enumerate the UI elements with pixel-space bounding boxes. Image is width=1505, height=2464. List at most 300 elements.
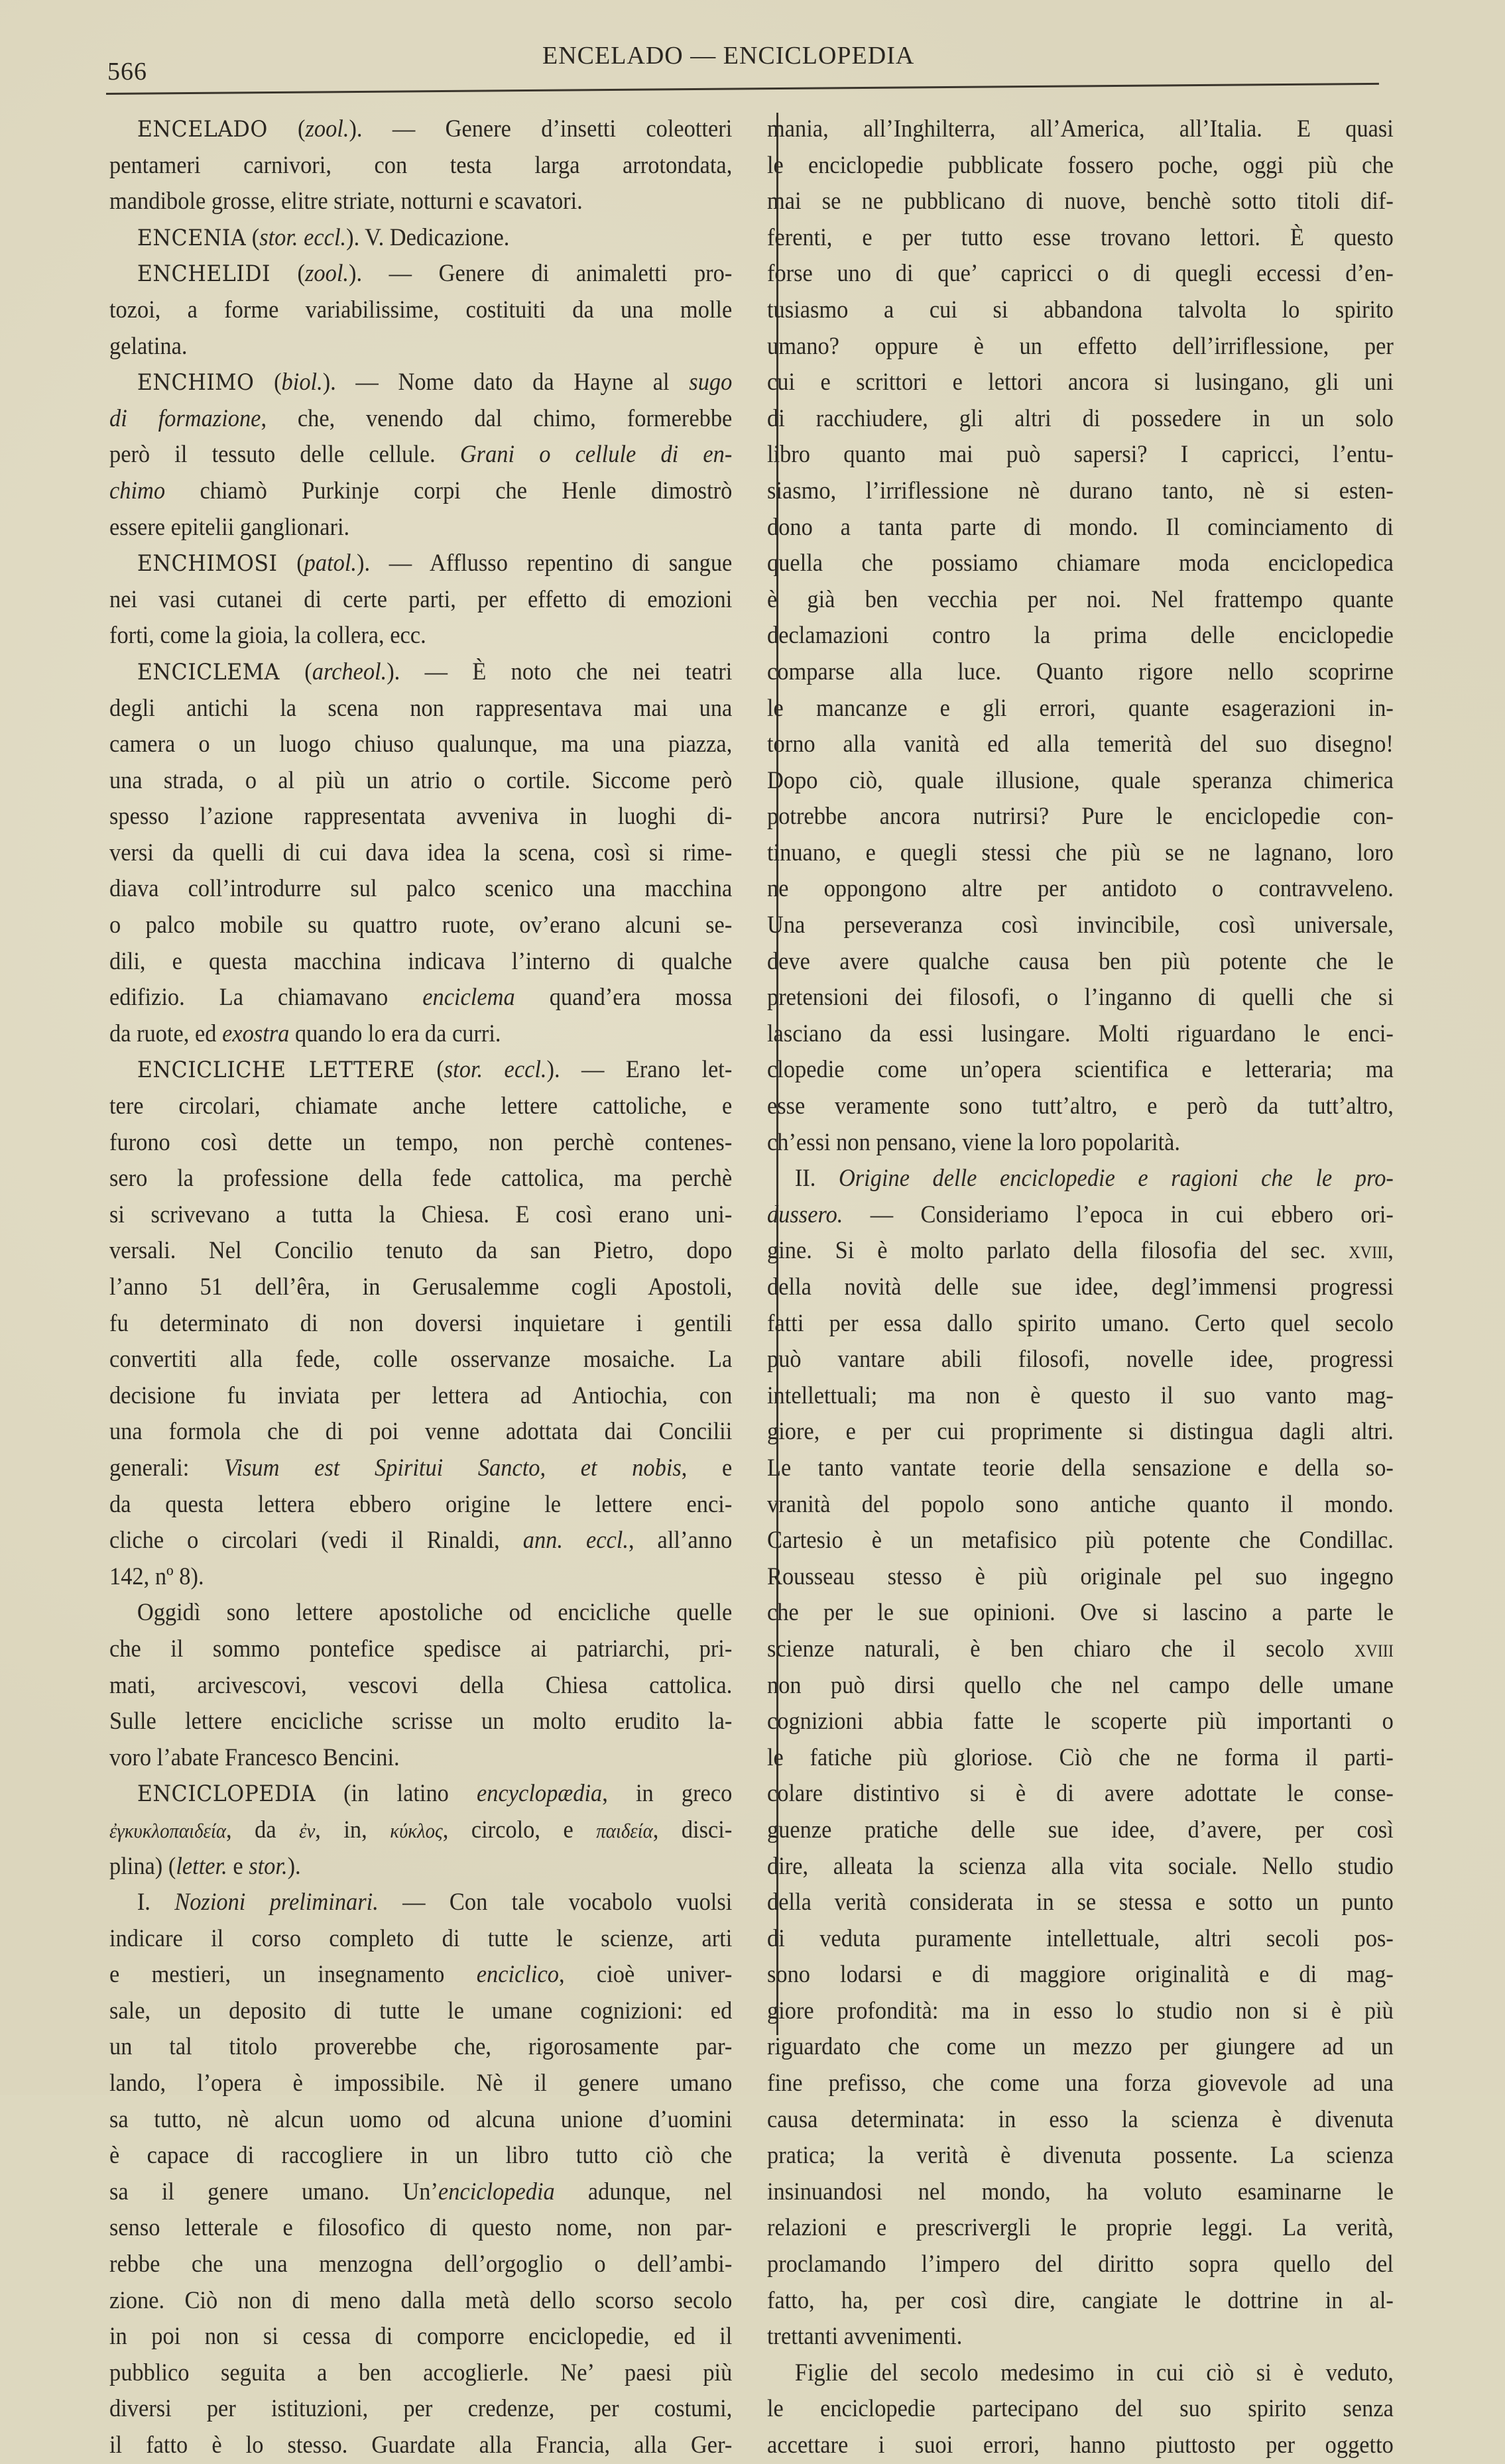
text-segment: quand’era mossa xyxy=(514,984,733,1012)
text-segment: (in latino xyxy=(316,1780,477,1808)
text-line xyxy=(767,1523,1394,1559)
text-segment: relazioni e prescrivergli le proprie leggi. La verità, xyxy=(767,2214,1394,2242)
text-line xyxy=(767,908,1394,944)
text-line xyxy=(109,2283,732,2319)
text-line xyxy=(109,763,732,799)
text-line xyxy=(767,727,1394,763)
text-segment: dili, e questa macchina indicava l’interno di qualche xyxy=(109,947,733,975)
entry-headword: ENCELADO xyxy=(137,116,268,143)
text-segment: ferenti, e per tutto esse trovano lettori. È questo xyxy=(767,223,1394,251)
text-segment: xviii xyxy=(1354,1635,1394,1663)
text-segment: non può dirsi quello che nel campo delle umane xyxy=(767,1671,1394,1699)
text-segment: è già ben vecchia per noi. Nel frattempo quante xyxy=(767,585,1394,613)
text-segment: , xyxy=(1388,1237,1394,1265)
text-segment: chiamò Purkinje corpi che Henle dimostrò xyxy=(165,477,733,504)
text-line xyxy=(767,1342,1394,1378)
text-segment: umano? oppure è un effetto dell’irriflessione, per xyxy=(767,332,1394,360)
text-segment: fatti per essa dallo spirito umano. Certo quel secolo xyxy=(767,1309,1394,1337)
text-segment: I. xyxy=(137,1889,175,1916)
text-segment: ( xyxy=(270,260,306,288)
text-line xyxy=(767,1306,1394,1342)
text-line xyxy=(767,2391,1394,2428)
italic-text: stor. xyxy=(249,1852,288,1880)
text-line xyxy=(109,1849,732,1885)
text-segment: ( xyxy=(246,223,260,251)
greek-text: κύκλος xyxy=(390,1818,443,1842)
text-segment: l’anno 51 dell’êra, in Gerusalemme cogli Apostoli, xyxy=(109,1273,733,1301)
text-segment: adunque, nel xyxy=(554,2178,733,2205)
text-line xyxy=(767,1052,1394,1088)
text-segment: pubblico seguita a ben accoglierle. Ne’ paesi più xyxy=(109,2359,733,2386)
text-line xyxy=(767,473,1394,510)
text-line xyxy=(109,1414,732,1450)
text-line xyxy=(109,1342,732,1378)
italic-text: enciclico xyxy=(476,1961,559,1989)
text-line xyxy=(109,2355,732,2392)
text-line xyxy=(109,2138,732,2174)
text-segment: gelatina. xyxy=(109,332,188,360)
text-line xyxy=(767,111,1394,148)
text-line xyxy=(109,618,732,654)
text-line xyxy=(109,871,732,908)
text-segment: pratica; la verità è divenuta possente. La scienza xyxy=(767,2142,1394,2170)
entry-headword: ENCENIA xyxy=(137,224,247,251)
text-segment: una formola che di poi venne adottata dai Concilii xyxy=(109,1418,733,1446)
text-line xyxy=(767,582,1394,618)
text-segment: il fatto è lo stesso. Guardate alla Francia, alla Ger- xyxy=(109,2432,733,2459)
text-line xyxy=(767,2066,1394,2102)
text-segment: potrebbe ancora nutrirsi? Pure le enciclopedie con- xyxy=(767,803,1394,831)
text-segment: Una perseveranza così invincibile, così universale, xyxy=(767,911,1394,939)
text-line xyxy=(767,1595,1394,1631)
text-line xyxy=(109,691,732,727)
text-line xyxy=(767,654,1394,691)
text-line xyxy=(109,1523,732,1559)
text-segment: scienze naturali, è ben chiaro che il secolo xyxy=(767,1635,1354,1663)
text-line xyxy=(767,1269,1394,1306)
text-line xyxy=(109,1088,732,1125)
text-segment: di veduta puramente intellettuale, altri secoli pos- xyxy=(767,1924,1394,1952)
text-segment: deve avere qualche causa ben più potente che le xyxy=(767,947,1394,975)
text-line xyxy=(767,2283,1394,2319)
text-line xyxy=(109,2428,732,2464)
text-segment: tere circolari, chiamate anche lettere cattoliche, e xyxy=(109,1092,733,1120)
text-segment: ( xyxy=(277,550,304,577)
text-segment: , in, xyxy=(315,1816,391,1844)
text-line xyxy=(767,401,1394,438)
text-segment: edifizio. La chiamavano xyxy=(109,984,423,1012)
text-segment: ( xyxy=(414,1056,444,1084)
text-segment: causa determinata: in esso la scienza è divenuta xyxy=(767,2105,1394,2133)
italic-text: letter. xyxy=(176,1852,227,1880)
text-segment: trettanti avvenimenti. xyxy=(767,2323,963,2351)
text-segment: ). — Afflusso repentino di sangue xyxy=(357,550,733,577)
text-line xyxy=(109,1885,732,1921)
text-segment: da questa lettera ebbero origine le lettere enci- xyxy=(109,1490,733,1518)
text-segment: fine prefisso, che come una forza giovevole ad una xyxy=(767,2070,1394,2097)
text-segment: versi da quelli di cui dava idea la scena, così si rime- xyxy=(109,839,733,866)
text-segment: della novità delle sue idee, degl’immensi progressi xyxy=(767,1273,1394,1301)
text-segment: Cartesio è un metafisico più potente che Condillac. xyxy=(767,1527,1394,1555)
text-line xyxy=(109,1668,732,1704)
text-segment: ( xyxy=(267,115,306,143)
text-segment: di racchiudere, gli altri di possedere in un solo xyxy=(767,404,1394,432)
text-line xyxy=(767,2210,1394,2247)
text-segment: Sulle lettere encicliche scrisse un molto erudito la- xyxy=(109,1708,733,1735)
text-segment: siasmo, l’irriflessione nè durano tanto, nè si esten- xyxy=(767,477,1394,504)
text-segment: pentameri carnivori, con testa larga arrotondata, xyxy=(109,151,733,179)
text-segment: accettare i suoi errori, hanno piuttosto per oggetto xyxy=(767,2432,1394,2459)
text-line xyxy=(767,1487,1394,1523)
text-segment: della verità considerata in se stessa e sotto un punto xyxy=(767,1889,1394,1916)
text-segment: le enciclopedie partecipano del suo spirito senza xyxy=(767,2395,1394,2423)
italic-text: enciclema xyxy=(422,984,515,1012)
text-line xyxy=(109,148,732,184)
text-line xyxy=(767,1812,1394,1849)
text-segment: colare distintivo si è di avere adottate le conse- xyxy=(767,1780,1394,1808)
text-line xyxy=(109,2102,732,2139)
text-line xyxy=(109,1487,732,1523)
text-line xyxy=(109,1233,732,1269)
text-line xyxy=(767,1088,1394,1125)
text-line xyxy=(109,510,732,546)
text-segment: è capace di raccogliere in un libro tutto ciò che xyxy=(109,2142,733,2170)
entry-headword: ENCHIMO xyxy=(137,369,255,396)
text-line xyxy=(109,220,732,257)
text-line xyxy=(767,1849,1394,1885)
text-line xyxy=(767,2428,1394,2464)
text-line xyxy=(767,365,1394,401)
text-line xyxy=(767,618,1394,654)
text-segment: — Con tale vocabolo vuolsi xyxy=(378,1889,733,1916)
text-segment: da ruote, ed xyxy=(109,1020,223,1047)
text-line xyxy=(109,1161,732,1197)
italic-text: exostra xyxy=(222,1020,290,1047)
text-line xyxy=(767,1414,1394,1450)
italic-text: Visum est Spiritui Sancto, et nobis xyxy=(224,1454,682,1482)
text-segment: ). V. Dedicazione. xyxy=(346,223,510,251)
text-line xyxy=(109,292,732,329)
text-segment: e mestieri, un insegnamento xyxy=(109,1961,477,1989)
text-line xyxy=(109,835,732,872)
text-segment: sono lodarsi e di maggiore originalità e di mag- xyxy=(767,1961,1394,1989)
text-line xyxy=(767,1885,1394,1921)
text-segment: cognizioni abbia fatte le scoperte più importanti o xyxy=(767,1708,1394,1735)
text-segment: versali. Nel Concilio tenuto da san Pietro, dopo xyxy=(109,1237,733,1265)
text-line xyxy=(767,1668,1394,1704)
text-segment: lasciano da essi lusingare. Molti riguardano le enci- xyxy=(767,1020,1394,1047)
italic-text: encyclopædia xyxy=(477,1780,603,1808)
text-segment: le mancanze e gli errori, quante esagerazioni in- xyxy=(767,694,1394,722)
text-segment: mania, all’Inghilterra, all’America, all’Italia. E quasi xyxy=(767,115,1394,143)
text-line xyxy=(109,1595,732,1631)
text-line xyxy=(109,401,732,438)
text-segment: plina) ( xyxy=(109,1852,176,1880)
text-segment: xviii xyxy=(1349,1237,1388,1265)
text-segment: 142, nº 8). xyxy=(109,1562,204,1590)
text-line xyxy=(109,980,732,1016)
text-line xyxy=(109,1704,732,1740)
text-segment: ). — Genere di animaletti pro- xyxy=(348,260,733,288)
text-line xyxy=(767,1631,1394,1668)
text-segment: Dopo ciò, quale illusione, quale speranza chimerica xyxy=(767,766,1394,794)
text-segment: Oggidì sono lettere apostoliche od encicliche quelle xyxy=(137,1599,733,1627)
text-line xyxy=(767,148,1394,184)
text-segment: , e xyxy=(681,1454,733,1482)
text-segment: cliche o circolari (vedi il Rinaldi, xyxy=(109,1527,523,1555)
right-column xyxy=(767,111,1394,2464)
text-line xyxy=(767,1016,1394,1053)
text-line xyxy=(767,1957,1394,1993)
text-line xyxy=(767,2138,1394,2174)
text-segment: decisione fu inviata per lettera ad Antiochia, con xyxy=(109,1381,733,1409)
text-segment: vranità del popolo sono antiche quanto il mondo. xyxy=(767,1490,1394,1518)
text-segment: , cioè univer- xyxy=(558,1961,733,1989)
text-line xyxy=(109,1631,732,1668)
text-segment: sa il genere umano. Un’ xyxy=(109,2178,438,2205)
text-line xyxy=(109,2066,732,2102)
italic-text: patol. xyxy=(304,550,357,577)
entry-headword: ENCHIMOSI xyxy=(137,550,278,577)
text-segment: sale, un deposito di tutte le umane cognizioni: ed xyxy=(109,1997,733,2024)
text-line xyxy=(767,763,1394,799)
text-line xyxy=(109,1306,732,1342)
text-line xyxy=(109,1197,732,1234)
text-line xyxy=(109,727,732,763)
text-line xyxy=(767,980,1394,1016)
text-line xyxy=(109,1776,732,1812)
text-line xyxy=(767,1450,1394,1487)
text-segment: ( xyxy=(279,658,312,685)
text-segment: giore profondità: ma in esso lo studio non si è più xyxy=(767,1997,1394,2024)
text-segment: e xyxy=(227,1852,249,1880)
italic-text: stor. eccl. xyxy=(259,223,347,251)
text-line xyxy=(109,1740,732,1777)
text-line xyxy=(109,2029,732,2066)
text-line xyxy=(767,2174,1394,2211)
text-line xyxy=(767,799,1394,835)
text-segment: dono a tanta parte di mondo. Il cominciamento di xyxy=(767,513,1394,541)
text-line xyxy=(109,799,732,835)
text-segment: dire, alleata la scienza alla vita sociale. Nello studio xyxy=(767,1852,1394,1880)
text-segment: ). xyxy=(287,1852,301,1880)
text-segment: diava coll’introdurre sul palco scenico una macchina xyxy=(109,875,733,903)
text-line xyxy=(767,1161,1394,1197)
text-segment: sa tutto, nè alcun uomo od alcuna unione d’uomini xyxy=(109,2105,733,2133)
text-line xyxy=(109,1450,732,1487)
text-line xyxy=(767,835,1394,872)
text-line xyxy=(109,1921,732,1958)
text-segment: o palco mobile su quattro ruote, ov’erano alcuni se- xyxy=(109,911,733,939)
text-segment: però il tessuto delle cellule. xyxy=(109,441,460,469)
text-segment: gine. Si è molto parlato della filosofia del sec. xyxy=(767,1237,1349,1265)
text-segment: proclamando l’impero del diritto sopra quello del xyxy=(767,2251,1394,2278)
text-line xyxy=(767,1776,1394,1812)
text-line xyxy=(767,2247,1394,2283)
text-segment: ne oppongono altre per antidoto o contravveleno. xyxy=(767,875,1394,903)
text-segment: libro quanto mai può sapersi? I capricci, l’entu- xyxy=(767,441,1394,469)
italic-text: chimo xyxy=(109,477,166,504)
text-segment: furono così dette un tempo, non perchè contenes- xyxy=(109,1128,733,1156)
text-line xyxy=(767,2029,1394,2066)
text-line xyxy=(109,944,732,980)
text-segment: senso letterale e filosofico di questo nome, non par- xyxy=(109,2214,733,2242)
text-segment: in poi non si cessa di comporre enciclopedie, ed il xyxy=(109,2323,733,2351)
text-segment: Le tanto vantate teorie della sensazione e della so- xyxy=(767,1454,1394,1482)
greek-text: ἐν xyxy=(299,1818,316,1842)
text-line xyxy=(767,184,1394,220)
text-segment: torno alla vanità ed alla temerità del suo disegno! xyxy=(767,731,1394,758)
text-line xyxy=(767,510,1394,546)
text-segment: che il sommo pontefice spedisce ai patriarchi, pri- xyxy=(109,1635,733,1663)
text-segment: , che, venendo dal chimo, formerebbe xyxy=(261,404,733,432)
text-segment: forti, come la gioia, la collera, ecc. xyxy=(109,622,426,650)
text-segment: essere epitelii ganglionari. xyxy=(109,513,350,541)
text-line xyxy=(109,1269,732,1306)
text-line xyxy=(109,546,732,582)
text-segment: generali: xyxy=(109,1454,225,1482)
text-line xyxy=(109,1993,732,2030)
italic-text: Nozioni preliminari. xyxy=(174,1889,379,1916)
text-segment: esse veramente sono tutt’altro, e però da tutt’altro, xyxy=(767,1092,1394,1120)
text-segment: degli antichi la scena non rappresentava mai una xyxy=(109,694,733,722)
text-segment: le fatiche più gloriose. Ciò che ne forma il parti- xyxy=(767,1743,1394,1771)
text-line xyxy=(109,2247,732,2283)
text-line xyxy=(767,1125,1394,1161)
text-segment: rebbe che una menzogna dell’orgoglio o dell’ambi- xyxy=(109,2251,733,2278)
text-segment: Rousseau stesso è più originale pel suo ingegno xyxy=(767,1562,1394,1590)
text-segment: un tal titolo proverebbe che, rigorosamente par- xyxy=(109,2033,733,2061)
text-segment: ch’essi non pensano, viene la loro popolarità. xyxy=(767,1128,1181,1156)
text-line xyxy=(109,2174,732,2211)
text-line xyxy=(109,2391,732,2428)
text-segment: declamazioni contro la prima delle enciclopedie xyxy=(767,622,1394,650)
text-line xyxy=(109,111,732,148)
text-line xyxy=(109,654,732,691)
text-segment: , da xyxy=(226,1816,300,1844)
italic-text: Grani o cellule di en- xyxy=(459,441,733,469)
text-line xyxy=(109,1378,732,1415)
text-line xyxy=(109,329,732,365)
italic-text: ann. eccl. xyxy=(522,1527,629,1555)
text-segment: tinuano, e quegli stessi che più se ne lagnano, loro xyxy=(767,839,1394,866)
text-line xyxy=(109,473,732,510)
text-line xyxy=(767,1197,1394,1234)
text-segment: Figlie del secolo medesimo in cui ciò si è veduto, xyxy=(794,2359,1394,2386)
text-line xyxy=(767,2355,1394,2392)
text-segment: convertiti alla fede, colle osservanze mosaiche. La xyxy=(109,1346,733,1374)
text-line xyxy=(109,1016,732,1053)
italic-text: stor. eccl. xyxy=(444,1056,547,1084)
text-line xyxy=(767,2319,1394,2355)
text-segment: ). — Genere d’insetti coleotteri xyxy=(349,115,733,143)
text-segment: fatto, ha, per così dire, cangiate le dottrine in al- xyxy=(767,2286,1394,2314)
greek-text: ἐγκυκλοπαιδεία xyxy=(109,1818,227,1842)
text-segment: cui e scrittori e lettori ancora si lusingano, gli uni xyxy=(767,369,1394,396)
text-line xyxy=(109,256,732,292)
entry-headword: ENCICLEMA xyxy=(137,658,280,685)
text-line xyxy=(109,1559,732,1596)
italic-text: sugo xyxy=(689,369,733,396)
text-line xyxy=(767,1993,1394,2030)
text-segment: ). — Nome dato da Hayne al xyxy=(322,369,690,396)
text-line xyxy=(767,1378,1394,1415)
text-segment: tusiasmo a cui si abbandona talvolta lo spirito xyxy=(767,296,1394,323)
text-segment: ). — È noto che nei teatri xyxy=(387,658,733,685)
italic-text: enciclopedia xyxy=(438,2178,555,2205)
text-line xyxy=(767,220,1394,257)
text-segment: — Consideriamo l’epoca in cui ebbero ori- xyxy=(843,1201,1394,1228)
text-line xyxy=(109,582,732,618)
left-column xyxy=(109,111,733,2464)
text-line xyxy=(767,1704,1394,1740)
text-line xyxy=(109,365,732,401)
entry-headword: ENCICLICHE LETTERE xyxy=(137,1057,415,1084)
text-line xyxy=(109,184,732,220)
text-line xyxy=(767,437,1394,473)
text-segment: insinuandosi nel mondo, ha voluto esaminarne le xyxy=(767,2178,1394,2205)
text-line xyxy=(767,329,1394,365)
italic-text: dussero. xyxy=(767,1201,843,1228)
text-line xyxy=(767,691,1394,727)
text-line xyxy=(767,1921,1394,1958)
entry-headword: ENCHELIDI xyxy=(137,261,271,288)
italic-text: zool. xyxy=(305,115,349,143)
text-segment: mandibole grosse, elitre striate, notturni e scavatori. xyxy=(109,188,583,215)
text-line xyxy=(109,908,732,944)
italic-text: di formazione xyxy=(109,404,261,432)
text-segment: può vantare abili filosofi, novelle idee, progressi xyxy=(767,1346,1394,1374)
text-line xyxy=(767,1740,1394,1777)
text-line xyxy=(767,944,1394,980)
text-segment: giore, e per cui proprimente si distingua dagli altri. xyxy=(767,1418,1394,1446)
running-title: ENCELADO — ENCICLOPEDIA xyxy=(542,42,915,70)
text-line xyxy=(109,2319,732,2355)
text-segment: II. xyxy=(794,1165,839,1193)
text-segment: zione. Ciò non di meno dalla metà dello scorso secolo xyxy=(109,2286,733,2314)
text-segment: clopedie come un’opera scientifica e letteraria; ma xyxy=(767,1056,1394,1084)
text-segment: le enciclopedie pubblicate fossero poche, oggi più che xyxy=(767,151,1394,179)
text-segment: forse uno di que’ capricci o di quegli eccessi d’en- xyxy=(767,260,1394,288)
text-segment: sero la professione della fede cattolica, ma perchè xyxy=(109,1165,733,1193)
text-segment: una strada, o al più un atrio o cortile. Siccome però xyxy=(109,766,733,794)
italic-text: Origine delle enciclopedie e ragioni che le pro- xyxy=(838,1165,1394,1193)
text-line xyxy=(767,546,1394,582)
text-segment: quando lo era da curri. xyxy=(289,1020,501,1047)
text-segment: , in greco xyxy=(602,1780,733,1808)
text-segment: tozoi, a forme variabilissime, costituiti da una molle xyxy=(109,296,733,323)
text-segment: intellettuali; ma non è questo il suo vanto mag- xyxy=(767,1381,1394,1409)
text-line xyxy=(767,292,1394,329)
text-segment: guenze pratiche delle sue idee, d’avere, per così xyxy=(767,1816,1394,1844)
text-line xyxy=(767,871,1394,908)
text-segment: fu determinato di non doversi inquietare i gentili xyxy=(109,1309,733,1337)
text-line xyxy=(767,1559,1394,1596)
italic-text: zool. xyxy=(305,260,349,288)
text-segment: voro l’abate Francesco Bencini. xyxy=(109,1743,400,1771)
text-line xyxy=(767,2102,1394,2139)
text-segment: spesso l’azione rappresentata avveniva in luoghi di- xyxy=(109,803,733,831)
text-segment: lando, l’opera è impossibile. Nè il genere umano xyxy=(109,2070,733,2097)
text-segment: ). — Erano let- xyxy=(546,1056,733,1084)
text-segment: , circolo, e xyxy=(442,1816,597,1844)
entry-headword: ENCICLOPEDIA xyxy=(137,1781,316,1808)
page-number: 566 xyxy=(107,58,147,86)
text-segment: indicare il corso completo di tutte le scienze, arti xyxy=(109,1924,733,1952)
text-segment: riguardato che come un mezzo per giungere ad un xyxy=(767,2033,1394,2061)
text-segment: mati, arcivescovi, vescovi della Chiesa cattolica. xyxy=(109,1671,733,1699)
text-line xyxy=(109,1957,732,1993)
